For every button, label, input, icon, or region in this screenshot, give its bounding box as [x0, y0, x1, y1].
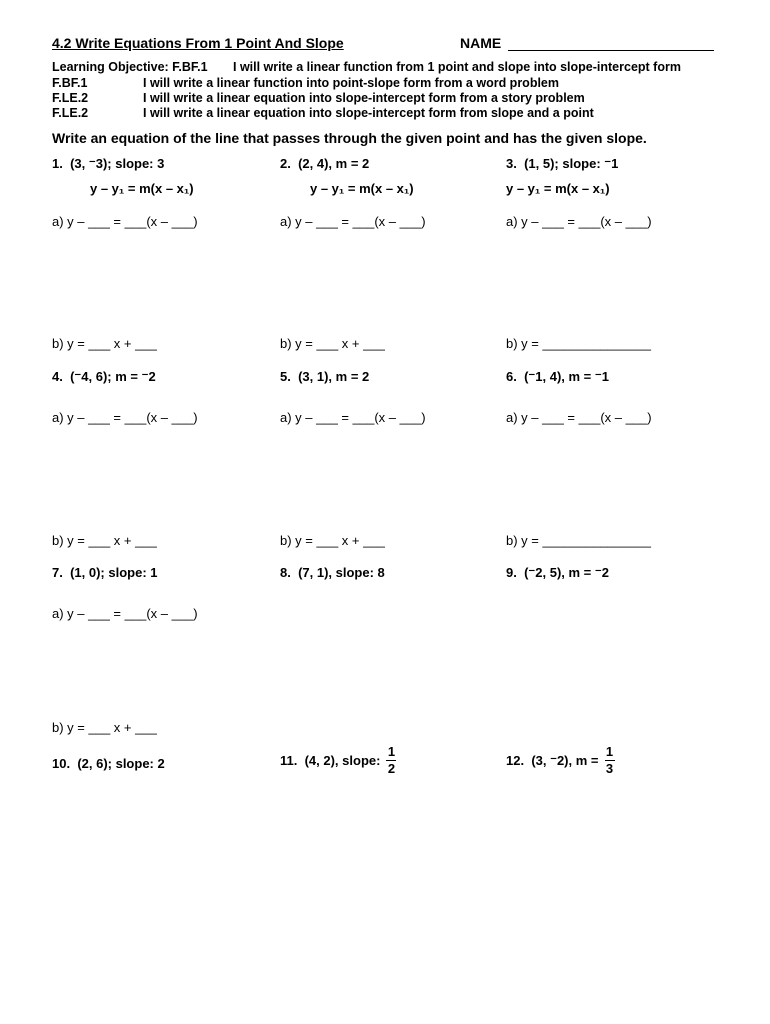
answer-b-line[interactable]: b) y = _______________: [506, 336, 651, 351]
problem-6: 6. (⁻1, 4), m = ⁻1: [506, 369, 609, 384]
name-blank-line[interactable]: [508, 50, 714, 51]
answer-b-line[interactable]: b) y = _______________: [506, 533, 651, 548]
answer-a-template[interactable]: a) y – ___ = ___(x – ___): [506, 410, 652, 425]
answer-b-template[interactable]: b) y = ___ x + ___: [280, 336, 385, 351]
answer-a-template[interactable]: a) y – ___ = ___(x – ___): [52, 214, 198, 229]
objective-text: I will write a linear function from 1 point and slope into slope-intercept form: [233, 60, 681, 74]
slope-fraction: $\frac{1}{3}$: [605, 744, 614, 776]
answer-a-template[interactable]: a) y – ___ = ___(x – ___): [280, 214, 426, 229]
objective-code: Learning Objective: F.BF.1: [52, 60, 208, 74]
answer-a-template[interactable]: a) y – ___ = ___(x – ___): [506, 214, 652, 229]
problem-3: 3. (1, 5); slope: ⁻1: [506, 156, 619, 171]
answer-b-template[interactable]: b) y = ___ x + ___: [52, 720, 157, 735]
problem-8: 8. (7, 1), slope: 8: [280, 565, 385, 580]
problem-7: 7. (1, 0); slope: 1: [52, 565, 158, 580]
point-slope-form: y – y₁ = m(x – x₁): [310, 181, 414, 196]
problem-4: 4. (⁻4, 6); m = ⁻2: [52, 369, 156, 384]
problem-12: 12. (3, ⁻2), m = $\frac{1}{3}$: [506, 744, 614, 776]
instructions: Write an equation of the line that passes through the given point and has the given slope.: [52, 130, 647, 146]
problem-9: 9. (⁻2, 5), m = ⁻2: [506, 565, 609, 580]
objective-text: I will write a linear function into point-slope form from a word problem: [143, 76, 559, 90]
worksheet-title: 4.2 Write Equations From 1 Point And Slope: [52, 35, 344, 51]
answer-b-template[interactable]: b) y = ___ x + ___: [52, 336, 157, 351]
answer-a-template[interactable]: a) y – ___ = ___(x – ___): [52, 410, 198, 425]
objective-code: F.LE.2: [52, 91, 89, 105]
point-slope-form: y – y₁ = m(x – x₁): [506, 181, 610, 196]
problem-5: 5. (3, 1), m = 2: [280, 369, 370, 384]
problem-11: 11. (4, 2), slope: $\frac{1}{2}$: [280, 744, 396, 776]
objective-text: I will write a linear equation into slope-intercept form from slope and a point: [143, 106, 594, 120]
name-label: NAME: [460, 35, 502, 51]
problem-10: 10. (2, 6); slope: 2: [52, 756, 165, 771]
answer-a-template[interactable]: a) y – ___ = ___(x – ___): [280, 410, 426, 425]
objective-code: F.BF.1: [52, 76, 88, 90]
slope-fraction: $\frac{1}{2}$: [387, 744, 396, 776]
problem-2: 2. (2, 4), m = 2: [280, 156, 370, 171]
objective-code: F.LE.2: [52, 106, 89, 120]
objective-text: I will write a linear equation into slope-intercept form from a story problem: [143, 91, 585, 105]
answer-a-template[interactable]: a) y – ___ = ___(x – ___): [52, 606, 198, 621]
answer-b-template[interactable]: b) y = ___ x + ___: [280, 533, 385, 548]
point-slope-form: y – y₁ = m(x – x₁): [90, 181, 194, 196]
answer-b-template[interactable]: b) y = ___ x + ___: [52, 533, 157, 548]
problem-1: 1. (3, ⁻3); slope: 3: [52, 156, 165, 171]
